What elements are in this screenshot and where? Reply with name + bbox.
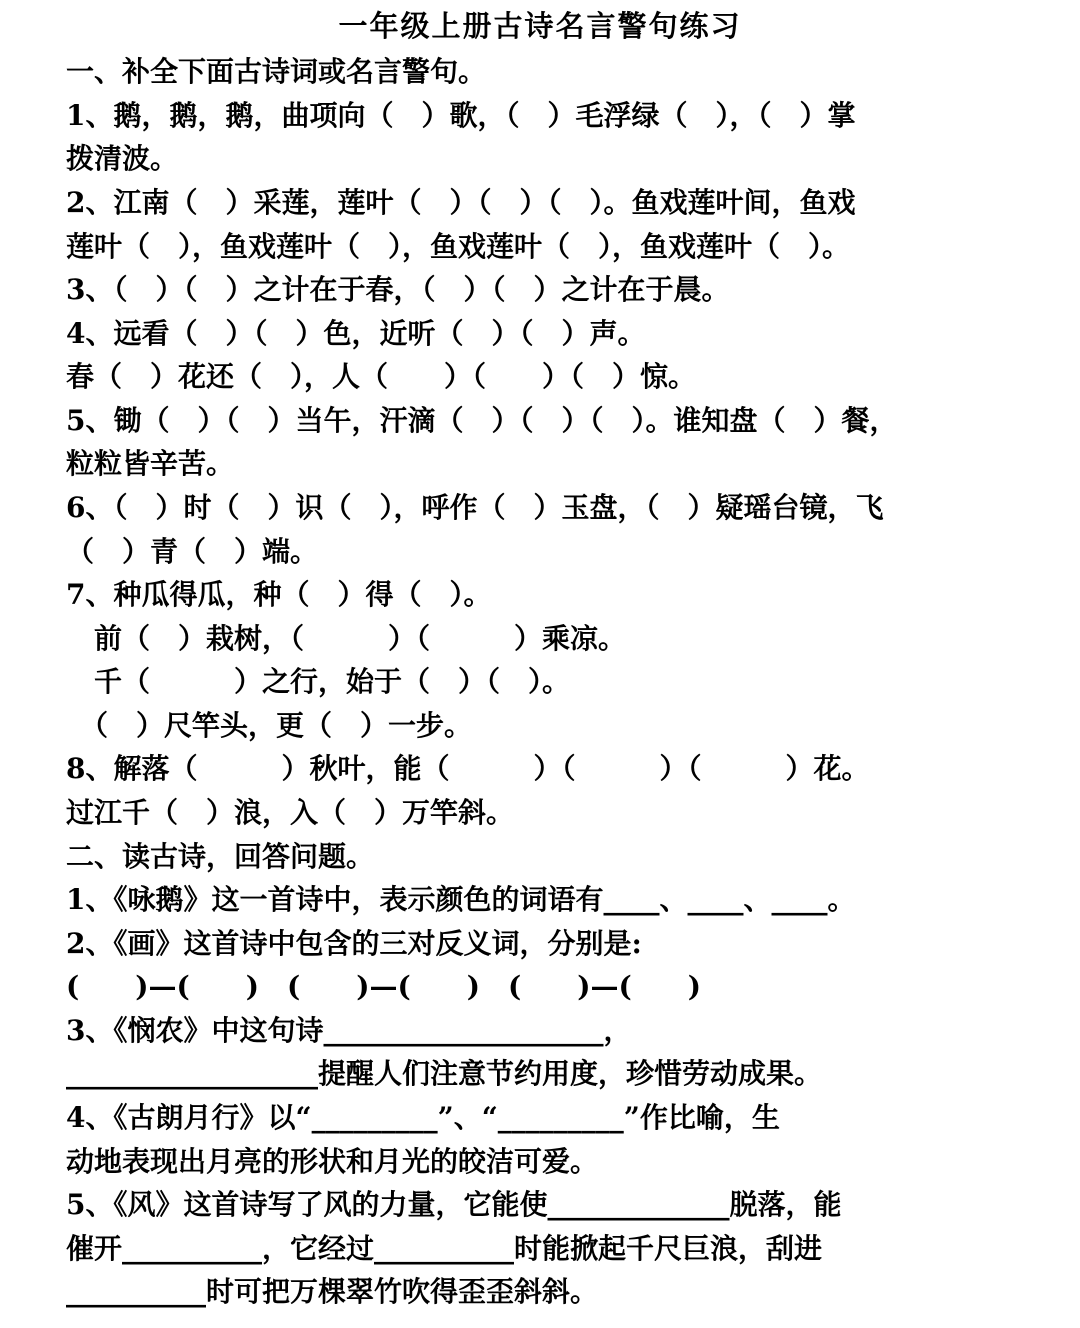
question-line: ( )—( ) ( )—( ) ( )—( ) — [66, 970, 701, 1003]
section-2-heading: 二、读古诗，回答问题。 — [66, 840, 375, 873]
question-line: 春（ ）花还（ ），人（ ）（ ）（ ）惊。 — [66, 360, 697, 393]
question-line: 1、鹅，鹅，鹅，曲项向（ ）歌，（ ）毛浮绿（ ），（ ）掌 — [66, 99, 856, 132]
question-line: 过江千（ ）浪，入（ ）万竿斜。 — [66, 796, 515, 829]
question-line: 2、《画》这首诗中包含的三对反义词，分别是: — [66, 927, 642, 960]
question-line: 3、《悯农》中这句诗____________________， — [66, 1014, 632, 1047]
question-line: （ ）青（ ）端。 — [66, 535, 319, 568]
question-line: （ ）尺竿头，更（ ）一步。 — [66, 709, 473, 742]
question-line: 催开__________，它经过__________时能掀起千尺巨浪，刮进 — [66, 1232, 823, 1265]
question-line: 4、远看（ ）（ ）色，近听（ ）（ ）声。 — [66, 317, 646, 350]
question-line: 拨清波。 — [66, 142, 179, 175]
question-line: 5、《风》这首诗写了风的力量，它能使_____________脱落，能 — [66, 1188, 842, 1221]
question-line: 2、江南（ ）采莲，莲叶（ ）（ ）（ ）。鱼戏莲叶间，鱼戏 — [66, 186, 856, 219]
question-line: 粒粒皆辛苦。 — [66, 447, 235, 480]
question-line: 3、（ ）（ ）之计在于春，（ ）（ ）之计在于晨。 — [66, 273, 730, 306]
question-line: 6、（ ）时（ ）识（ ），呼作（ ）玉盘，（ ）疑瑶台镜，飞 — [66, 491, 884, 524]
question-line: 4、《古朗月行》以“_________”、“_________”作比喻，生 — [66, 1101, 780, 1134]
question-line: 5、锄（ ）（ ）当午，汗滴（ ）（ ）（ ）。谁知盘（ ）餐， — [66, 404, 898, 437]
question-line: 1、《咏鹅》这一首诗中，表示颜色的词语有____、____、____。 — [66, 883, 856, 916]
page-title: 一年级上册古诗名言警句练习 — [338, 9, 742, 43]
question-line: 千（ ）之行，始于（ ）（ ）。 — [66, 665, 571, 698]
question-line: 8、解落（ ）秋叶，能（ ）（ ）（ ）花。 — [66, 752, 870, 785]
question-line: __________时可把万棵翠竹吹得歪歪斜斜。 — [66, 1275, 599, 1308]
question-line: 7、种瓜得瓜，种（ ）得（ ）。 — [66, 578, 492, 611]
question-line: 前（ ）栽树，（ ）（ ）乘凉。 — [66, 622, 627, 655]
section-1-heading: 一、补全下面古诗词或名言警句。 — [66, 55, 487, 88]
question-line: 动地表现出月亮的形状和月光的皎洁可爱。 — [66, 1145, 599, 1178]
question-line: __________________提醒人们注意节约用度，珍惜劳动成果。 — [66, 1057, 823, 1090]
question-line: 莲叶（ ），鱼戏莲叶（ ），鱼戏莲叶（ ），鱼戏莲叶（ ）。 — [66, 230, 851, 263]
